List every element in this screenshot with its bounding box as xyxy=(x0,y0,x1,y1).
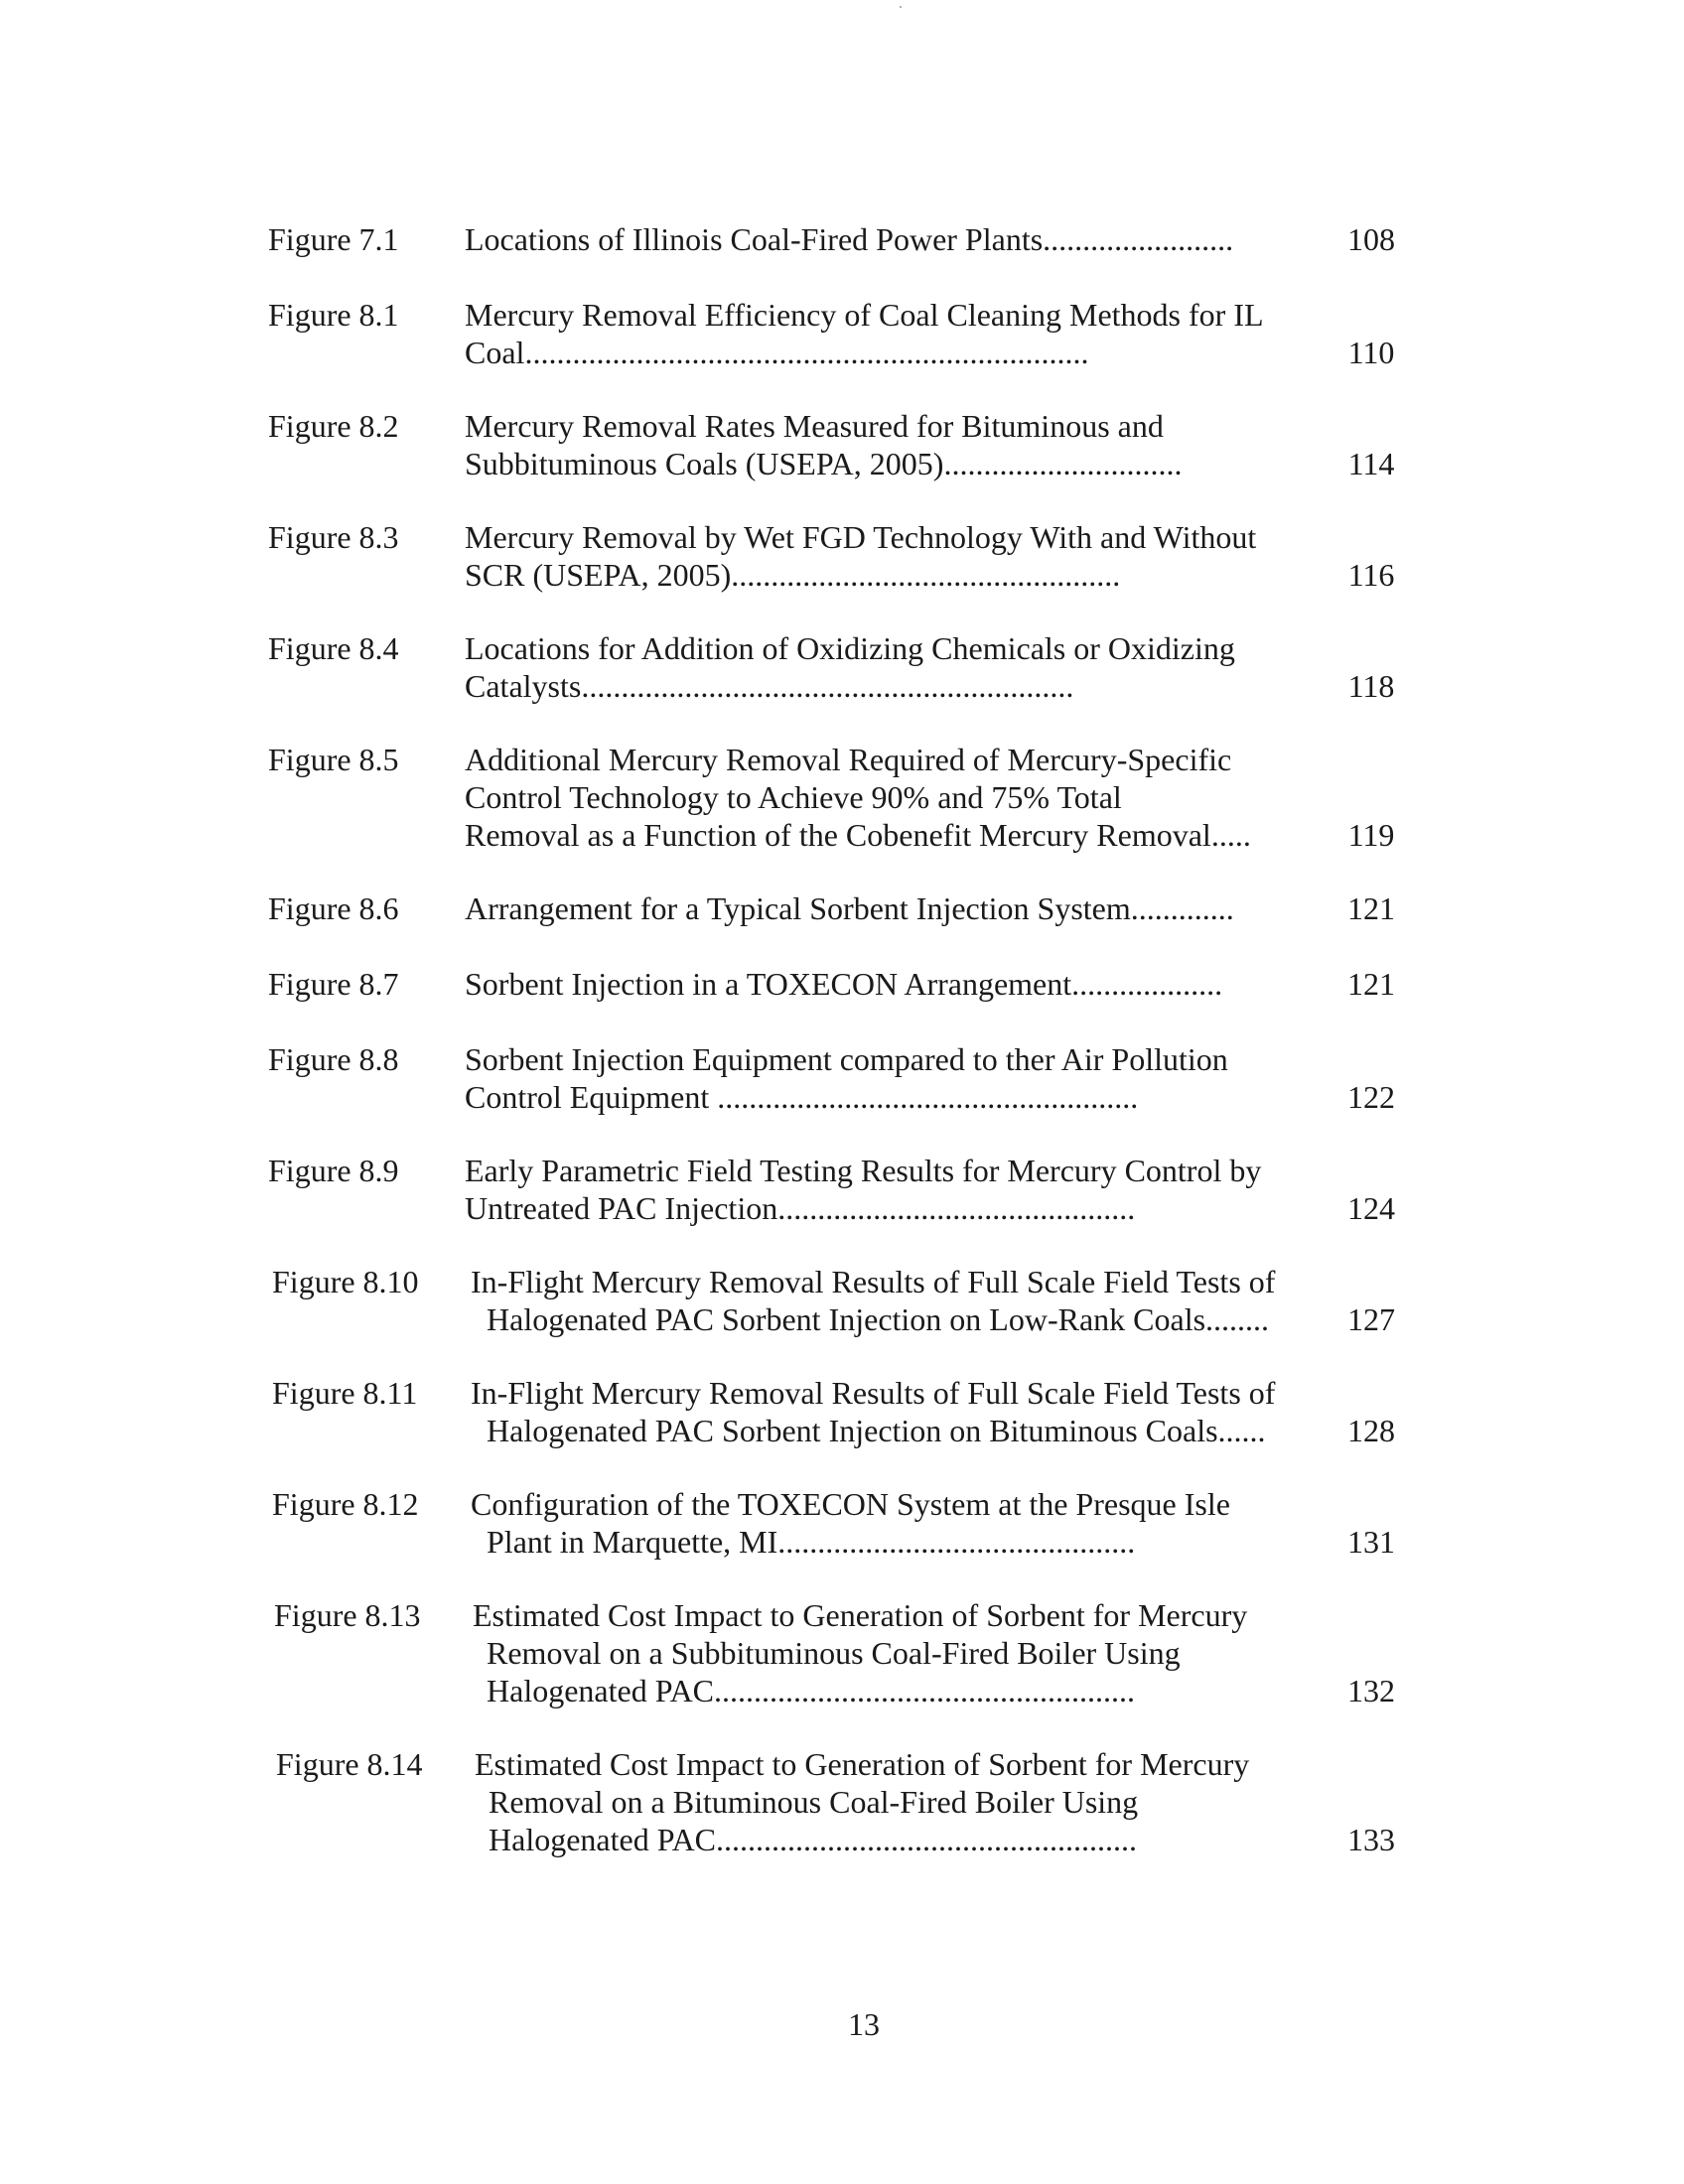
figure-title-line: Removal on a Bituminous Coal-Fired Boiler Using xyxy=(489,1784,1139,1820)
figure-label: Figure 8.7 xyxy=(268,966,399,1002)
page-number: 121 xyxy=(1347,890,1395,926)
figure-title-line: Mercury Removal Rates Measured for Bituminous and xyxy=(465,408,1164,444)
figure-label: Figure 8.1 xyxy=(268,297,399,333)
page-number: 132 xyxy=(1347,1673,1395,1708)
page-number: 121 xyxy=(1347,966,1395,1002)
figure-title-line: Sorbent Injection Equipment compared to ther Air Pollution xyxy=(465,1041,1228,1077)
figure-title-line: Arrangement for a Typical Sorbent Injection System............. xyxy=(465,890,1234,926)
figure-title-line: Configuration of the TOXECON System at the Presque Isle xyxy=(471,1486,1230,1522)
figure-title xyxy=(465,889,1319,927)
figure-title xyxy=(465,965,1319,1003)
figure-title-line: SCR (USEPA, 2005)................................................. xyxy=(465,557,1121,593)
figure-title xyxy=(465,629,1319,705)
figure-title xyxy=(475,1745,1329,1858)
figure-title-line: Halogenated PAC Sorbent Injection on Bituminous Coals...... xyxy=(487,1413,1266,1448)
figure-title-line: Removal on a Subbituminous Coal-Fired Boiler Using xyxy=(487,1635,1181,1671)
figure-title-line: Halogenated PAC Sorbent Injection on Low-Rank Coals........ xyxy=(487,1301,1270,1337)
figure-label: Figure 8.8 xyxy=(268,1041,399,1077)
page-number: 124 xyxy=(1347,1190,1395,1226)
page-number: 127 xyxy=(1347,1301,1395,1337)
page-number: 118 xyxy=(1347,668,1395,704)
figure-title xyxy=(473,1596,1327,1709)
footer-page-number: 13 xyxy=(848,2006,880,2042)
figure-title xyxy=(465,1152,1319,1227)
page-number: 133 xyxy=(1347,1822,1395,1857)
figure-title-line: In-Flight Mercury Removal Results of Full Scale Field Tests of xyxy=(471,1264,1276,1299)
figure-title-line: Early Parametric Field Testing Results for Mercury Control by xyxy=(465,1153,1262,1188)
page-number: 119 xyxy=(1347,817,1395,853)
figure-label: Figure 8.5 xyxy=(268,742,399,777)
figure-title-line: Sorbent Injection in a TOXECON Arrangement................... xyxy=(465,966,1223,1002)
figure-title xyxy=(465,1040,1319,1116)
figure-title-line: Coal....................................................................... xyxy=(465,335,1089,370)
figure-title-line: Estimated Cost Impact to Generation of Sorbent for Mercury xyxy=(475,1746,1250,1782)
figure-label: Figure 8.14 xyxy=(276,1746,423,1782)
figure-label: Figure 8.3 xyxy=(268,519,399,555)
figure-label: Figure 8.2 xyxy=(268,408,399,444)
figure-title-line: Locations for Addition of Oxidizing Chemicals or Oxidizing xyxy=(465,630,1235,666)
figure-label: Figure 8.6 xyxy=(268,890,399,926)
figure-title-line: Control Technology to Achieve 90% and 75% Total xyxy=(465,779,1122,815)
figure-title xyxy=(465,296,1319,371)
figure-label: Figure 8.9 xyxy=(268,1153,399,1188)
figure-title-line: Mercury Removal Efficiency of Coal Cleaning Methods for IL xyxy=(465,297,1264,333)
figure-label: Figure 8.12 xyxy=(272,1486,419,1522)
page-number: 114 xyxy=(1347,446,1395,481)
figure-title-line: Catalysts.............................................................. xyxy=(465,668,1074,704)
page-number: 108 xyxy=(1347,221,1395,257)
figure-title xyxy=(465,220,1319,258)
figure-title xyxy=(471,1485,1325,1561)
page-number: 110 xyxy=(1347,335,1395,370)
figure-title-line: Untreated PAC Injection............................................. xyxy=(465,1190,1136,1226)
figure-title-line: Subbituminous Coals (USEPA, 2005).............................. xyxy=(465,446,1183,481)
figure-title xyxy=(465,518,1319,594)
figure-label: Figure 8.11 xyxy=(272,1375,418,1411)
figure-title-line: Locations of Illinois Coal-Fired Power Plants........................ xyxy=(465,221,1234,257)
figure-title-line: Halogenated PAC..................................................... xyxy=(489,1822,1138,1857)
figure-title-line: Halogenated PAC..................................................... xyxy=(487,1673,1136,1708)
figure-label: Figure 8.10 xyxy=(272,1264,419,1299)
figure-title-line: Control Equipment ..................................................... xyxy=(465,1079,1139,1115)
figure-title-line: Removal as a Function of the Cobenefit Mercury Removal..... xyxy=(465,817,1251,853)
figure-title-line: In-Flight Mercury Removal Results of Full Scale Field Tests of xyxy=(471,1375,1276,1411)
page-number: 122 xyxy=(1347,1079,1395,1115)
figure-title-line: Plant in Marquette, MI............................................. xyxy=(487,1524,1136,1560)
figure-label: Figure 7.1 xyxy=(268,221,399,257)
figure-title-line: Additional Mercury Removal Required of Mercury-Specific xyxy=(465,742,1232,777)
page-number: 128 xyxy=(1347,1413,1395,1448)
scan-speck xyxy=(900,6,902,8)
figure-title-line: Mercury Removal by Wet FGD Technology With and Without xyxy=(465,519,1257,555)
figure-label: Figure 8.13 xyxy=(274,1597,421,1633)
figure-title-line: Estimated Cost Impact to Generation of Sorbent for Mercury xyxy=(473,1597,1248,1633)
figure-title xyxy=(465,741,1319,854)
figure-title xyxy=(465,407,1319,482)
figure-label: Figure 8.4 xyxy=(268,630,399,666)
figure-title xyxy=(471,1374,1325,1449)
page-number: 116 xyxy=(1347,557,1395,593)
page-number: 131 xyxy=(1347,1524,1395,1560)
figure-title xyxy=(471,1263,1325,1338)
